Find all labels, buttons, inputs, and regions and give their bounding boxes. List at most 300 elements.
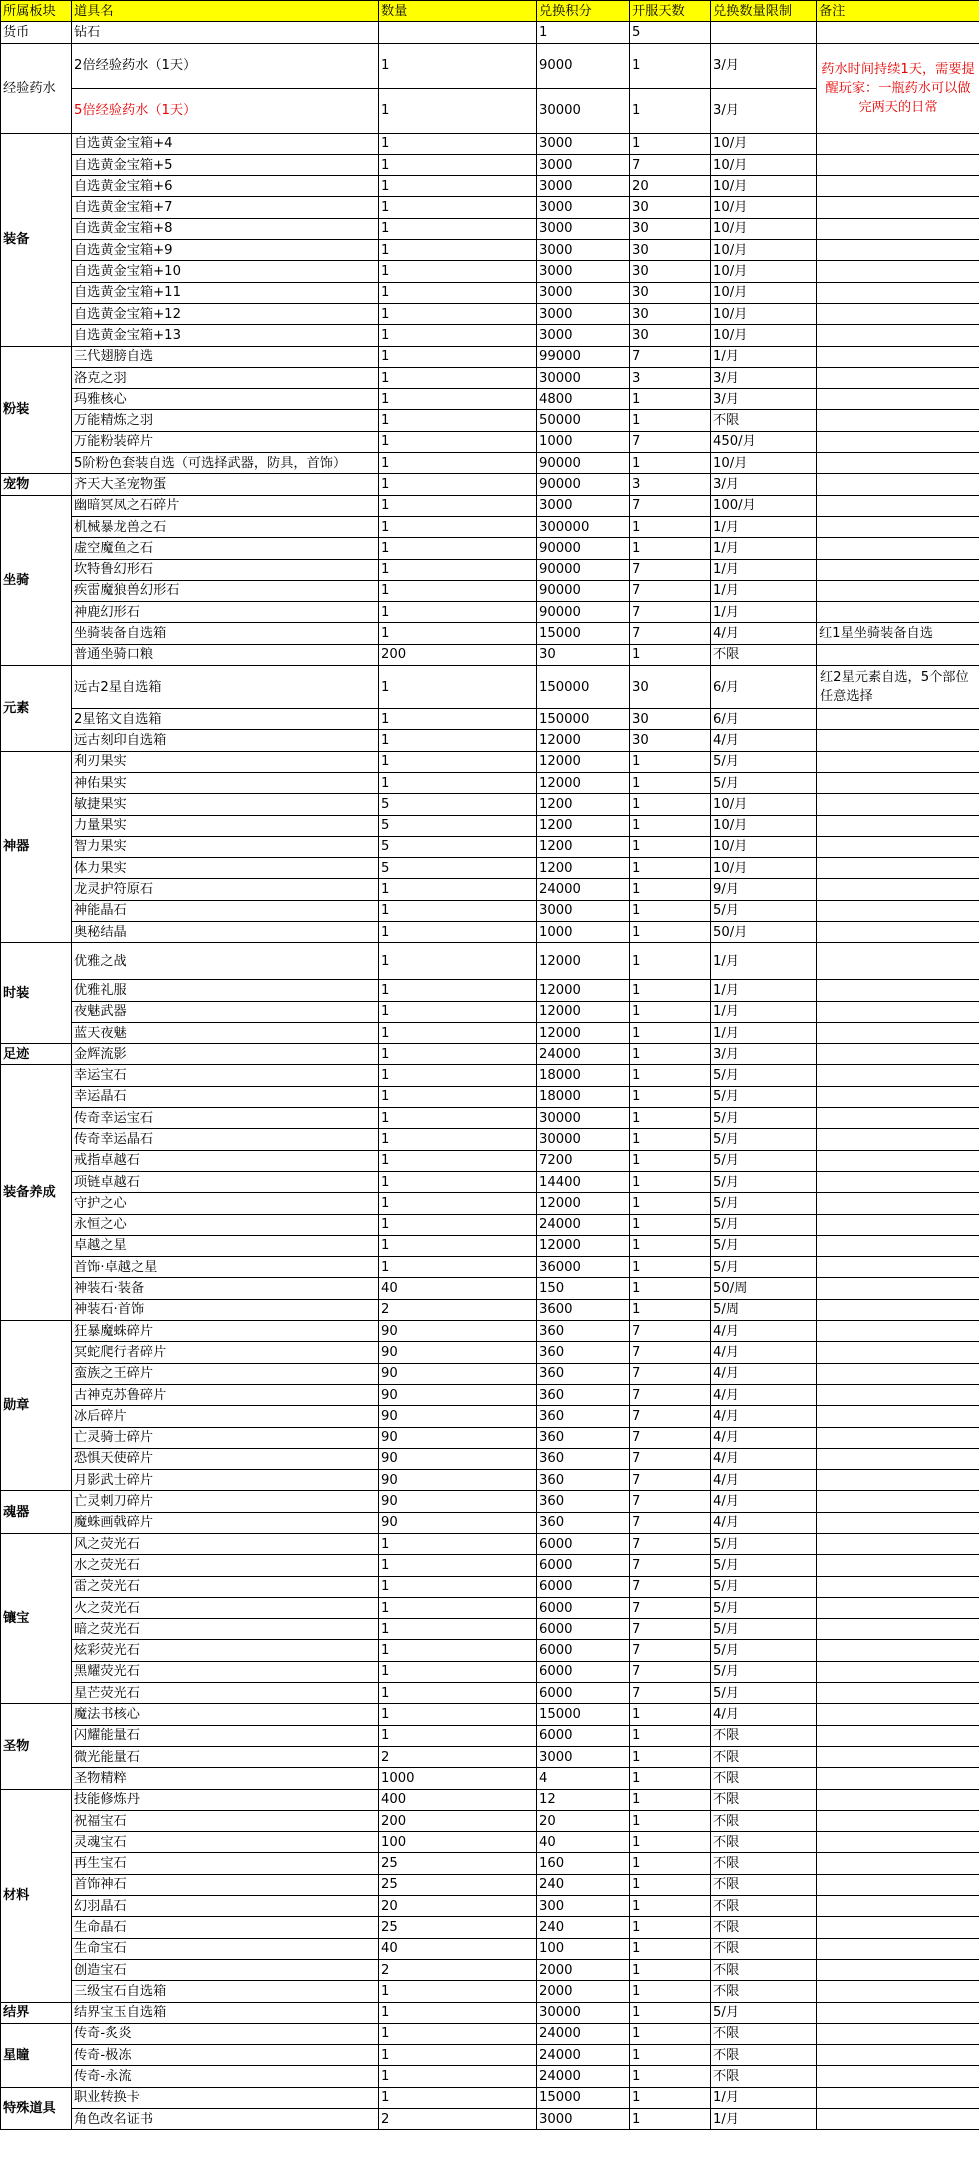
note-cell [817, 1683, 979, 1704]
note-cell [817, 602, 979, 623]
note-cell [817, 1640, 979, 1661]
days-cell: 1 [630, 1044, 711, 1065]
limit-cell: 不限 [711, 1917, 817, 1938]
note-cell [817, 1704, 979, 1725]
limit-cell: 4/月 [711, 1427, 817, 1448]
note-cell [817, 453, 979, 474]
days-cell: 7 [630, 1470, 711, 1491]
table-row [1, 666, 979, 709]
points-cell: 1200 [537, 815, 630, 836]
points-cell: 12000 [537, 772, 630, 793]
points-cell: 360 [537, 1321, 630, 1342]
table-row [1, 389, 979, 410]
limit-cell: 10/月 [711, 218, 817, 239]
days-cell: 1 [630, 921, 711, 942]
header-note: 备注 [817, 1, 979, 22]
days-cell: 1 [630, 1874, 711, 1895]
item-cell: 技能修炼丹 [72, 1789, 379, 1810]
limit-cell: 不限 [711, 1938, 817, 1959]
limit-cell: 50/周 [711, 1278, 817, 1299]
qty-cell: 1 [379, 389, 537, 410]
item-cell: 风之荧光石 [72, 1534, 379, 1555]
limit-cell: 5/月 [711, 1193, 817, 1214]
limit-cell: 5/月 [711, 1534, 817, 1555]
days-cell: 1 [630, 1257, 711, 1278]
table-row [1, 410, 979, 431]
days-cell: 20 [630, 176, 711, 197]
limit-cell: 5/月 [711, 2002, 817, 2023]
item-cell: 敏捷果实 [72, 794, 379, 815]
qty-cell: 1 [379, 1725, 537, 1746]
limit-cell: 4/月 [711, 1512, 817, 1533]
item-cell: 雷之荧光石 [72, 1576, 379, 1597]
points-cell: 50000 [537, 410, 630, 431]
days-cell: 1 [630, 1086, 711, 1107]
item-cell: 自选黄金宝箱+12 [72, 303, 379, 324]
days-cell: 7 [630, 1683, 711, 1704]
days-cell: 1 [630, 1768, 711, 1789]
days-cell: 1 [630, 1065, 711, 1086]
qty-cell: 1 [379, 1555, 537, 1576]
table-row [1, 197, 979, 218]
table-row [1, 1534, 979, 1555]
limit-cell: 4/月 [711, 623, 817, 644]
points-cell: 4800 [537, 389, 630, 410]
note-cell [817, 261, 979, 282]
table-row [1, 1342, 979, 1363]
table-row [1, 1853, 979, 1874]
qty-cell: 1 [379, 1065, 537, 1086]
days-cell: 7 [630, 1342, 711, 1363]
note-cell [817, 240, 979, 261]
category-cell: 结界 [1, 2002, 72, 2023]
days-cell: 1 [630, 2066, 711, 2087]
qty-cell: 1 [379, 88, 537, 133]
note-cell [817, 1534, 979, 1555]
item-cell: 蛮族之王碎片 [72, 1363, 379, 1384]
qty-cell: 1 [379, 218, 537, 239]
limit-cell: 5/月 [711, 1129, 817, 1150]
limit-cell: 450/月 [711, 431, 817, 452]
qty-cell: 1 [379, 1534, 537, 1555]
item-cell: 亡灵刺刀碎片 [72, 1491, 379, 1512]
item-cell: 万能精炼之羽 [72, 410, 379, 431]
item-cell: 祝福宝石 [72, 1810, 379, 1831]
limit-cell: 10/月 [711, 176, 817, 197]
limit-cell: 5/周 [711, 1299, 817, 1320]
item-cell: 守护之心 [72, 1193, 379, 1214]
limit-cell: 3/月 [711, 43, 817, 88]
table-row [1, 154, 979, 175]
item-cell: 力量果实 [72, 815, 379, 836]
days-cell: 1 [630, 2087, 711, 2108]
item-cell: 结界宝玉自选箱 [72, 2002, 379, 2023]
note-cell: 药水时间持续1天，需要提醒玩家：一瓶药水可以做完两天的日常 [817, 43, 979, 133]
note-cell [817, 218, 979, 239]
points-cell: 150000 [537, 709, 630, 730]
points-cell: 30000 [537, 88, 630, 133]
note-cell [817, 1448, 979, 1469]
points-cell: 30000 [537, 367, 630, 388]
days-cell: 1 [630, 410, 711, 431]
category-cell: 特殊道具 [1, 2087, 72, 2130]
points-cell: 6000 [537, 1534, 630, 1555]
item-cell: 蓝天夜魅 [72, 1022, 379, 1043]
table-row [1, 602, 979, 623]
days-cell: 7 [630, 1384, 711, 1405]
days-cell: 1 [630, 2045, 711, 2066]
days-cell: 1 [630, 516, 711, 537]
note-cell [817, 1342, 979, 1363]
note-cell [817, 1193, 979, 1214]
points-cell: 9000 [537, 43, 630, 88]
points-cell: 3000 [537, 133, 630, 154]
table-row [1, 1108, 979, 1129]
qty-cell: 1 [379, 2045, 537, 2066]
limit-cell: 不限 [711, 1789, 817, 1810]
table-row [1, 1193, 979, 1214]
category-cell: 神器 [1, 751, 72, 943]
category-cell: 圣物 [1, 1704, 72, 1789]
points-cell: 30000 [537, 2002, 630, 2023]
header-row [1, 1, 979, 22]
points-cell: 360 [537, 1342, 630, 1363]
days-cell: 7 [630, 1619, 711, 1640]
points-cell: 1200 [537, 794, 630, 815]
note-cell: 红1星坐骑装备自选 [817, 623, 979, 644]
note-cell [817, 1321, 979, 1342]
table-row [1, 879, 979, 900]
qty-cell [379, 22, 537, 43]
note-cell [817, 1619, 979, 1640]
days-cell: 7 [630, 1321, 711, 1342]
qty-cell: 1 [379, 1704, 537, 1725]
days-cell: 30 [630, 218, 711, 239]
qty-cell: 1 [379, 516, 537, 537]
limit-cell: 10/月 [711, 240, 817, 261]
qty-cell: 1 [379, 730, 537, 751]
category-cell: 魂器 [1, 1491, 72, 1534]
points-cell: 24000 [537, 2023, 630, 2044]
table-row [1, 1661, 979, 1682]
item-cell: 魔蛛画戟碎片 [72, 1512, 379, 1533]
note-cell [817, 980, 979, 1001]
table-row [1, 1746, 979, 1767]
qty-cell: 1 [379, 580, 537, 601]
days-cell: 1 [630, 1746, 711, 1767]
item-cell: 传奇-炙炎 [72, 2023, 379, 2044]
points-cell: 360 [537, 1448, 630, 1469]
days-cell: 1 [630, 1981, 711, 2002]
limit-cell: 4/月 [711, 1384, 817, 1405]
note-cell [817, 410, 979, 431]
limit-cell: 1/月 [711, 346, 817, 367]
item-cell: 传奇幸运宝石 [72, 1108, 379, 1129]
qty-cell: 90 [379, 1384, 537, 1405]
table-row [1, 431, 979, 452]
days-cell: 1 [630, 1725, 711, 1746]
days-cell: 1 [630, 43, 711, 88]
item-cell: 再生宝石 [72, 1853, 379, 1874]
table-row [1, 1044, 979, 1065]
limit-cell: 10/月 [711, 197, 817, 218]
points-cell: 14400 [537, 1171, 630, 1192]
points-cell: 20 [537, 1810, 630, 1831]
limit-cell: 1/月 [711, 1001, 817, 1022]
category-cell: 装备 [1, 133, 72, 346]
limit-cell: 3/月 [711, 474, 817, 495]
points-cell: 30000 [537, 1129, 630, 1150]
item-cell: 暗之荧光石 [72, 1619, 379, 1640]
days-cell: 1 [630, 1299, 711, 1320]
limit-cell: 10/月 [711, 453, 817, 474]
days-cell: 1 [630, 943, 711, 980]
item-cell: 灵魂宝石 [72, 1832, 379, 1853]
days-cell: 1 [630, 2109, 711, 2130]
limit-cell: 3/月 [711, 367, 817, 388]
days-cell: 30 [630, 709, 711, 730]
item-cell: 疾雷魔狼兽幻形石 [72, 580, 379, 601]
limit-cell: 4/月 [711, 1704, 817, 1725]
qty-cell: 90 [379, 1470, 537, 1491]
points-cell: 90000 [537, 453, 630, 474]
table-row [1, 453, 979, 474]
limit-cell: 不限 [711, 2023, 817, 2044]
points-cell: 1000 [537, 921, 630, 942]
header-limit: 兑换数量限制 [711, 1, 817, 22]
item-cell: 神能晶石 [72, 900, 379, 921]
points-cell: 12 [537, 1789, 630, 1810]
item-cell: 项链卓越石 [72, 1171, 379, 1192]
note-cell [817, 751, 979, 772]
qty-cell: 90 [379, 1321, 537, 1342]
item-cell: 钻石 [72, 22, 379, 43]
qty-cell: 1 [379, 1576, 537, 1597]
item-cell: 自选黄金宝箱+13 [72, 325, 379, 346]
qty-cell: 90 [379, 1512, 537, 1533]
table-row [1, 900, 979, 921]
item-cell: 传奇-极冻 [72, 2045, 379, 2066]
note-cell [817, 282, 979, 303]
item-cell: 自选黄金宝箱+5 [72, 154, 379, 175]
table-row [1, 1704, 979, 1725]
item-cell: 炫彩荧光石 [72, 1640, 379, 1661]
note-cell [817, 2045, 979, 2066]
days-cell: 1 [630, 389, 711, 410]
table-row [1, 1576, 979, 1597]
note-cell [817, 1874, 979, 1895]
table-row [1, 1257, 979, 1278]
points-cell: 300000 [537, 516, 630, 537]
category-cell: 装备养成 [1, 1065, 72, 1321]
limit-cell: 6/月 [711, 666, 817, 709]
table-row [1, 240, 979, 261]
item-cell: 魔法书核心 [72, 1704, 379, 1725]
points-cell: 360 [537, 1512, 630, 1533]
header-item: 道具名 [72, 1, 379, 22]
qty-cell: 2 [379, 2109, 537, 2130]
qty-cell: 1 [379, 453, 537, 474]
limit-cell: 5/月 [711, 1150, 817, 1171]
points-cell: 360 [537, 1491, 630, 1512]
table-row [1, 1789, 979, 1810]
points-cell: 90000 [537, 602, 630, 623]
points-cell: 90000 [537, 580, 630, 601]
days-cell: 1 [630, 900, 711, 921]
limit-cell: 1/月 [711, 516, 817, 537]
days-cell: 1 [630, 1129, 711, 1150]
points-cell: 12000 [537, 1193, 630, 1214]
table-row [1, 1065, 979, 1086]
limit-cell: 5/月 [711, 1597, 817, 1618]
points-cell: 3000 [537, 261, 630, 282]
points-cell: 3000 [537, 325, 630, 346]
note-cell [817, 1661, 979, 1682]
points-cell: 1200 [537, 836, 630, 857]
qty-cell: 1 [379, 1044, 537, 1065]
days-cell: 1 [630, 1001, 711, 1022]
qty-cell: 5 [379, 794, 537, 815]
days-cell: 1 [630, 88, 711, 133]
table-row [1, 730, 979, 751]
table-row [1, 1022, 979, 1043]
note-cell [817, 794, 979, 815]
qty-cell: 1 [379, 2023, 537, 2044]
table-row [1, 516, 979, 537]
points-cell: 3600 [537, 1299, 630, 1320]
note-cell [817, 1470, 979, 1491]
item-cell: 虚空魔鱼之石 [72, 538, 379, 559]
days-cell: 1 [630, 644, 711, 665]
days-cell: 1 [630, 836, 711, 857]
points-cell: 12000 [537, 943, 630, 980]
note-cell [817, 1896, 979, 1917]
item-cell: 卓越之星 [72, 1235, 379, 1256]
points-cell: 100 [537, 1938, 630, 1959]
qty-cell: 1 [379, 2002, 537, 2023]
days-cell: 7 [630, 623, 711, 644]
qty-cell: 1 [379, 1619, 537, 1640]
note-cell [817, 815, 979, 836]
item-cell: 生命晶石 [72, 1917, 379, 1938]
points-cell: 150 [537, 1278, 630, 1299]
note-cell [817, 325, 979, 346]
days-cell: 7 [630, 1534, 711, 1555]
limit-cell: 不限 [711, 1874, 817, 1895]
note-cell [817, 1406, 979, 1427]
item-cell: 神佑果实 [72, 772, 379, 793]
days-cell: 1 [630, 751, 711, 772]
table-row [1, 1959, 979, 1980]
table-row [1, 1299, 979, 1320]
qty-cell: 1 [379, 240, 537, 261]
days-cell: 7 [630, 1661, 711, 1682]
item-cell: 水之荧光石 [72, 1555, 379, 1576]
points-cell: 150000 [537, 666, 630, 709]
item-cell: 火之荧光石 [72, 1597, 379, 1618]
table-row [1, 2109, 979, 2130]
days-cell: 30 [630, 303, 711, 324]
item-cell: 黑耀荧光石 [72, 1661, 379, 1682]
days-cell: 1 [630, 1150, 711, 1171]
qty-cell: 1 [379, 154, 537, 175]
note-cell [817, 1746, 979, 1767]
table-row [1, 1874, 979, 1895]
qty-cell: 40 [379, 1938, 537, 1959]
item-cell: 亡灵骑士碎片 [72, 1427, 379, 1448]
note-cell [817, 1427, 979, 1448]
days-cell: 1 [630, 1853, 711, 1874]
limit-cell: 不限 [711, 1896, 817, 1917]
days-cell: 30 [630, 240, 711, 261]
days-cell: 7 [630, 1555, 711, 1576]
points-cell: 3000 [537, 176, 630, 197]
days-cell: 1 [630, 1214, 711, 1235]
item-cell: 5阶粉色套装自选（可选择武器，防具，首饰） [72, 453, 379, 474]
note-cell [817, 1384, 979, 1405]
item-cell: 职业转换卡 [72, 2087, 379, 2108]
table-row [1, 43, 979, 88]
note-cell [817, 1278, 979, 1299]
item-cell: 自选黄金宝箱+11 [72, 282, 379, 303]
table-row [1, 1406, 979, 1427]
qty-cell: 90 [379, 1491, 537, 1512]
table-row [1, 836, 979, 857]
category-cell: 时装 [1, 943, 72, 1044]
qty-cell: 90 [379, 1363, 537, 1384]
note-cell [817, 921, 979, 942]
table-row [1, 1171, 979, 1192]
limit-cell: 5/月 [711, 1555, 817, 1576]
table-row [1, 282, 979, 303]
note-cell [817, 836, 979, 857]
table-row [1, 1363, 979, 1384]
qty-cell: 1 [379, 602, 537, 623]
limit-cell: 不限 [711, 1832, 817, 1853]
qty-cell: 90 [379, 1406, 537, 1427]
points-cell: 3000 [537, 495, 630, 516]
note-cell: 红2星元素自选，5个部位任意选择 [817, 666, 979, 709]
item-cell: 优雅之战 [72, 943, 379, 980]
limit-cell: 不限 [711, 2066, 817, 2087]
qty-cell: 1 [379, 1257, 537, 1278]
table-row [1, 815, 979, 836]
item-cell: 创造宝石 [72, 1959, 379, 1980]
note-cell [817, 474, 979, 495]
points-cell: 3000 [537, 154, 630, 175]
limit-cell: 5/月 [711, 1619, 817, 1640]
table-row [1, 1555, 979, 1576]
note-cell [817, 1981, 979, 2002]
table-row [1, 367, 979, 388]
days-cell: 7 [630, 1512, 711, 1533]
limit-cell: 10/月 [711, 325, 817, 346]
item-cell: 奥秘结晶 [72, 921, 379, 942]
table-row [1, 1640, 979, 1661]
limit-cell: 不限 [711, 1725, 817, 1746]
table-row [1, 644, 979, 665]
table-row [1, 751, 979, 772]
note-cell [817, 1555, 979, 1576]
qty-cell: 1 [379, 772, 537, 793]
table-row [1, 921, 979, 942]
item-cell: 坎特鲁幻形石 [72, 559, 379, 580]
note-cell [817, 1789, 979, 1810]
table-row [1, 980, 979, 1001]
points-cell: 6000 [537, 1683, 630, 1704]
item-cell: 体力果实 [72, 858, 379, 879]
note-cell [817, 431, 979, 452]
